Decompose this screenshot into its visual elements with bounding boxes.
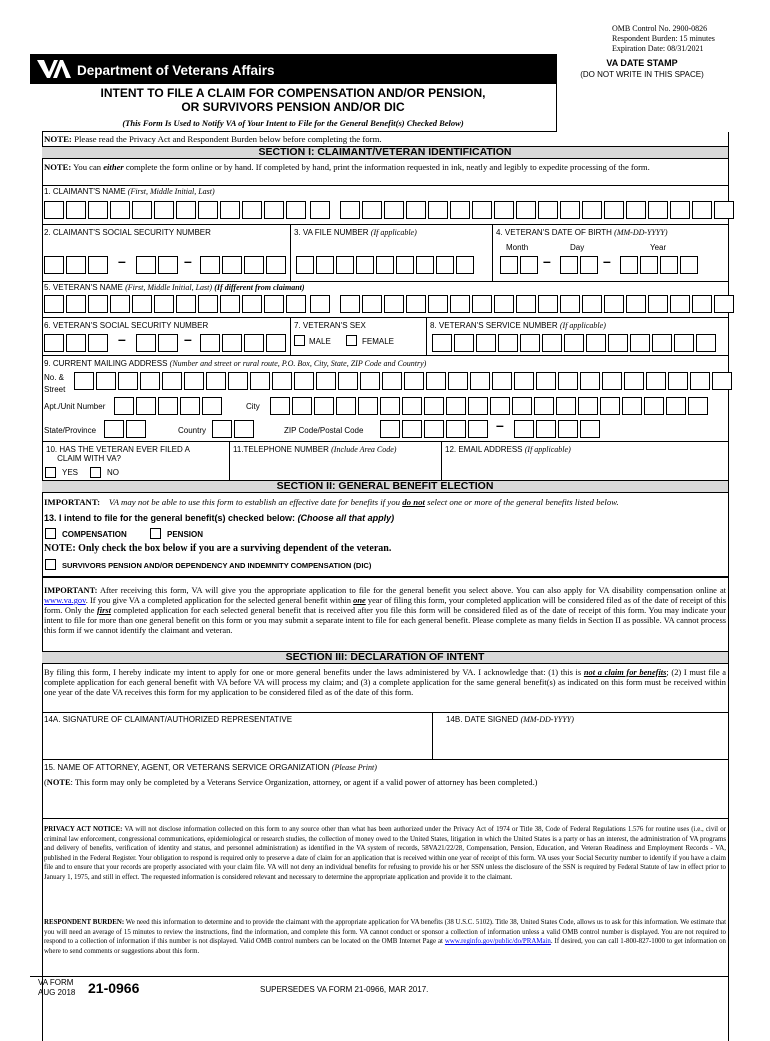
survivors-label: SURVIVORS PENSION AND/OR DEPENDENCY AND INDEMNITY COMPENSATION (DIC) bbox=[62, 561, 372, 570]
no-label: No. & bbox=[44, 373, 65, 382]
state-input[interactable] bbox=[104, 420, 148, 438]
survivors-checkbox[interactable] bbox=[45, 559, 56, 570]
date-signed-field[interactable] bbox=[436, 726, 726, 756]
service-number-label: 8. VETERAN'S SERVICE NUMBER (If applicable) bbox=[430, 321, 606, 330]
zip-input-part1[interactable] bbox=[380, 420, 490, 438]
footer-supersedes: SUPERSEDES VA FORM 21-0966, MAR 2017. bbox=[260, 985, 429, 994]
footer-form-number: 21-0966 bbox=[88, 980, 140, 996]
reginfo-link[interactable]: www.reginfo.gov/public/do/PRAMain bbox=[444, 938, 551, 946]
yes-label: YES bbox=[62, 468, 79, 477]
claimant-first-name-input[interactable] bbox=[44, 201, 308, 219]
claimant-ssn-label: 2. CLAIMANT'S SOCIAL SECURITY NUMBER bbox=[44, 228, 211, 237]
email-label: 12. EMAIL ADDRESS (If applicable) bbox=[445, 445, 571, 454]
apt-input[interactable] bbox=[114, 397, 224, 415]
veteran-dob-label: 4. VETERAN'S DATE OF BIRTH (MM-DD-YYYY) bbox=[496, 228, 668, 237]
male-label: MALE bbox=[309, 337, 331, 346]
declaration-text: By filing this form, I hereby indicate my intent to apply for one or more general benefits under the laws administered by VA. I acknowledge that: (1) this is not a claim for benefits; (2) I must file a complete application for each general benefit with VA before VA will process my claim; and (3) a complete application for the same general benefit(s) as indicated on this form must be received within one year of the date VA receives this form for my application to be considered filed as of the date of this form. bbox=[44, 668, 726, 697]
respondent-burden: RESPONDENT BURDEN: We need this information to determine and to provide the claimant with the appropriate application for VA benefits (38 U.S.C. 5102). Title 38, United States Code, allows us to ask for this information. We estimate that you will need an average of 15 minutes to review the instructions, find the information, and complete this form. VA cannot conduct or sponsor a collection of information unless a valid OMB control number is displayed. You are not required to respond to a collection of information if this number is not displayed. Valid OMB control numbers can be located on the OMB Internet Page at www.reginfo.gov/public/do/PRAMain. If desired, you can call 1-800-827-1000 to get information on where to send comments or suggestions about this form. bbox=[44, 919, 726, 955]
dob-month-input[interactable] bbox=[500, 256, 540, 274]
agency-name: Department of Veterans Affairs bbox=[77, 63, 275, 78]
section-2-banner: SECTION II: GENERAL BENEFIT ELECTION bbox=[42, 480, 728, 493]
apt-label: Apt./Unit Number bbox=[44, 402, 106, 411]
veteran-ssn-part1[interactable] bbox=[44, 334, 110, 352]
filed-claim-no-checkbox[interactable] bbox=[90, 467, 101, 478]
date-signed-label: 14B. DATE SIGNED (MM-DD-YYYY) bbox=[446, 715, 574, 724]
compensation-label: COMPENSATION bbox=[62, 530, 127, 539]
pension-checkbox[interactable] bbox=[150, 528, 161, 539]
q13-label: 13. I intend to file for the general benefit(s) checked below: (Choose all that apply) bbox=[44, 513, 395, 523]
service-number-input[interactable] bbox=[432, 334, 718, 352]
female-label: FEMALE bbox=[362, 337, 395, 346]
street-label: Street bbox=[44, 385, 66, 394]
veteran-ssn-part2[interactable] bbox=[136, 334, 180, 352]
privacy-act-notice: PRIVACY ACT NOTICE: VA will not disclose information collected on this form to any source other than what has been authorized under the Privacy Act of 1974 or Title 38, Code of Federal Regulations 1.576 for routine uses (i.e., civil or criminal law enforcement, congressional communications, epidemiological or research studies, the collection of money owed to the United States, litigation in which the United States is a party or has an interest, the administration of VA programs and delivery of benefits, verification of identity and status, and personnel administration) as identified in the VA system of records, 58VA21/22/28, Compensation, Pension, Education, and Veteran Readiness and Employment Records - VA, published in the Federal Register. Your obligation to respond is required only to preserve a date of claim for an application that is received within one year of receipt of this form. VA uses your Social Security number to identify if you have a claim file and to ensure that your records are properly associated with your claim file. VA will not deny an individual benefits for refusing to provide his or her SSN unless the disclosure of the SSN is required by Federal Statute of law in effect prior to January 1, 1975, and still in effect. The requested information is considered relevant and necessary to determine the appropriate application and provide it to the claimant. bbox=[44, 826, 726, 881]
form-subtitle: (This Form Is Used to Notify VA of Your Intent to File for the General Benefit(s) Checked Below) bbox=[122, 118, 464, 128]
claimant-name-label: 1. CLAIMANT'S NAME (First, Middle Initial, Last) bbox=[44, 187, 215, 196]
claimant-middle-initial-input[interactable] bbox=[310, 201, 332, 219]
city-label: City bbox=[246, 402, 260, 411]
dob-month-label: Month bbox=[506, 243, 529, 252]
claimant-ssn-part3[interactable] bbox=[200, 256, 288, 274]
footer-form-label: VA FORM bbox=[38, 978, 74, 987]
va-logo-icon bbox=[36, 58, 72, 80]
stamp-title: VA DATE STAMP bbox=[606, 58, 678, 68]
representative-note: (NOTE: This form may only be completed by a Veterans Service Organization, attorney, or agent if a valid power of attorney has been completed.) bbox=[44, 778, 538, 787]
claimant-last-name-input[interactable] bbox=[340, 201, 736, 219]
veteran-last-name-input[interactable] bbox=[340, 295, 736, 313]
filed-claim-label: 10. HAS THE VETERAN EVER FILED A CLAIM WITH VA? bbox=[46, 445, 190, 463]
compensation-checkbox[interactable] bbox=[45, 528, 56, 539]
telephone-label: 11.TELEPHONE NUMBER (Include Area Code) bbox=[233, 445, 397, 454]
pension-label: PENSION bbox=[167, 530, 204, 539]
omb-control: OMB Control No. 2900-0826 bbox=[612, 24, 708, 33]
no-answer-label: NO bbox=[107, 468, 119, 477]
dob-year-input[interactable] bbox=[620, 256, 700, 274]
veteran-ssn-label: 6. VETERAN'S SOCIAL SECURITY NUMBER bbox=[44, 321, 209, 330]
omb-burden: Respondent Burden: 15 minutes bbox=[612, 34, 715, 43]
section-1-banner: SECTION I: CLAIMANT/VETERAN IDENTIFICATION bbox=[42, 146, 728, 159]
mailing-address-label: 9. CURRENT MAILING ADDRESS (Number and street or rural route, P.O. Box, City, State, ZIP Code and Country) bbox=[44, 359, 427, 368]
zip-input-part2[interactable] bbox=[514, 420, 602, 438]
female-checkbox[interactable] bbox=[346, 335, 357, 346]
claimant-ssn-part2[interactable] bbox=[136, 256, 180, 274]
zip-label: ZIP Code/Postal Code bbox=[284, 426, 364, 435]
dob-day-input[interactable] bbox=[560, 256, 600, 274]
form-title-2: OR SURVIVORS PENSION AND/OR DIC bbox=[181, 100, 405, 114]
form-title-1: INTENT TO FILE A CLAIM FOR COMPENSATION AND/OR PENSION, bbox=[100, 86, 486, 100]
section-3-banner: SECTION III: DECLARATION OF INTENT bbox=[42, 651, 728, 664]
veteran-name-label: 5. VETERAN'S NAME (First, Middle Initial, Last) (If different from claimant) bbox=[44, 283, 305, 292]
dob-day-label: Day bbox=[570, 243, 585, 252]
claimant-ssn-part1[interactable] bbox=[44, 256, 110, 274]
section2-important: IMPORTANT: VA may not be able to use this form to establish an effective date for benefits if you do not select one or more of the general benefits listed below. bbox=[44, 497, 619, 507]
dob-year-label: Year bbox=[650, 243, 667, 252]
va-file-number-input[interactable] bbox=[296, 256, 476, 274]
state-label: State/Province bbox=[44, 426, 97, 435]
section2-important-paragraph: IMPORTANT: After receiving this form, VA will give you the appropriate application to file for the general benefit you select above. You can also apply for VA disability compensation online at www.va.gov. If you give VA a completed application for the selected general benefit within one year of filing this form, your completed application will be considered filed as of the date of receipt of this form. Only the first completed application for each selected general benefit that is received after you file this form will be considered filed as of the date of receipt of this form. You may indicate your intent to file for more than one general benefit on this form or you may submit a separate intent to file for each general benefit. Please complete as many fields in Section II as possible. VA cannot process this form if we cannot identify the claimant and veteran. bbox=[44, 586, 727, 635]
survivor-note: NOTE: Only check the box below if you are a surviving dependent of the veteran. bbox=[44, 543, 392, 554]
section1-note: NOTE: You can either complete the form online or by hand. If completed by hand, print the information requested in ink, neatly and legibly to expedite processing of the form. bbox=[44, 162, 650, 172]
signature-field[interactable] bbox=[44, 726, 430, 756]
country-label: Country bbox=[178, 426, 207, 435]
va-gov-link[interactable]: www.va.gov bbox=[44, 596, 86, 605]
header-note: NOTE: Please read the Privacy Act and Respondent Burden below before completing the form. bbox=[44, 134, 382, 144]
representative-label: 15. NAME OF ATTORNEY, AGENT, OR VETERANS SERVICE ORGANIZATION (Please Print) bbox=[44, 763, 377, 772]
va-file-number-label: 3. VA FILE NUMBER (If applicable) bbox=[294, 228, 417, 237]
stamp-subtitle: (DO NOT WRITE IN THIS SPACE) bbox=[580, 70, 704, 79]
country-input[interactable] bbox=[212, 420, 256, 438]
veteran-sex-label: 7. VETERAN'S SEX bbox=[294, 321, 366, 330]
veteran-first-name-input[interactable] bbox=[44, 295, 308, 313]
filed-claim-yes-checkbox[interactable] bbox=[45, 467, 56, 478]
city-input[interactable] bbox=[270, 397, 710, 415]
male-checkbox[interactable] bbox=[294, 335, 305, 346]
footer-date: AUG 2018 bbox=[38, 988, 76, 997]
veteran-ssn-part3[interactable] bbox=[200, 334, 288, 352]
omb-expiration: Expiration Date: 08/31/2021 bbox=[612, 44, 704, 53]
street-input[interactable] bbox=[74, 372, 734, 390]
veteran-middle-initial-input[interactable] bbox=[310, 295, 332, 313]
signature-label: 14A. SIGNATURE OF CLAIMANT/AUTHORIZED REPRESENTATIVE bbox=[44, 715, 293, 724]
